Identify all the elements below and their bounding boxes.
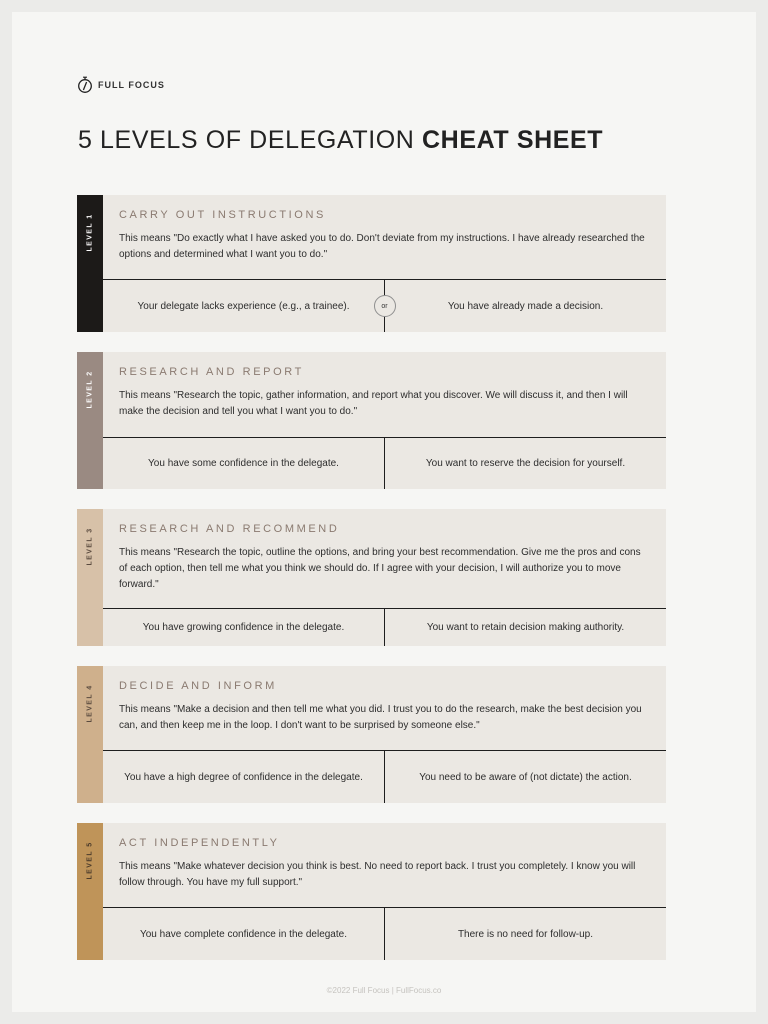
- or-badge: or: [374, 295, 396, 317]
- level-5-panel: [103, 823, 666, 960]
- level-1-panel: [103, 195, 666, 332]
- level-2-card: [77, 352, 666, 489]
- level-3-condition-left: You have growing confidence in the delegate.: [103, 609, 385, 646]
- level-4-panel: [103, 666, 666, 803]
- brand-logo: [77, 76, 165, 94]
- level-1-tab: [77, 195, 103, 332]
- level-4-card: [77, 666, 666, 803]
- level-4-condition-right: You need to be aware of (not dictate) the action.: [419, 771, 632, 783]
- brand-name: FULL FOCUS: [98, 80, 165, 90]
- level-2-tab-label: LEVEL 2: [86, 370, 94, 409]
- level-3-tab-label: LEVEL 3: [86, 527, 94, 566]
- level-2-condition-left: You have some confidence in the delegate.: [103, 438, 385, 489]
- level-4-condition-left: You have a high degree of confidence in the delegate.: [103, 751, 385, 803]
- footer-copyright: ©2022 Full Focus | FullFocus.co: [326, 986, 442, 995]
- level-2-description: This means "Research the topic, gather information, and report what you discover. We will discuss it, and then I will make the decision and tell you what I want you to do.": [119, 390, 628, 417]
- level-3-description: This means "Research the topic, outline the options, and bring your best recommendation. Give me the pros and cons of each option, then tell me what you think we should do. If I agree with your decision, I will authorize you to move forward.": [119, 547, 641, 590]
- level-3-heading: RESEARCH AND RECOMMEND: [119, 523, 340, 535]
- title-regular: 5 LEVELS OF DELEGATION: [78, 126, 415, 154]
- level-5-tab-label: LEVEL 5: [86, 841, 94, 880]
- level-5-heading: ACT INDEPENDENTLY: [119, 837, 280, 849]
- level-3-condition-right: You want to retain decision making authority.: [426, 622, 625, 633]
- level-2-heading: RESEARCH AND REPORT: [119, 366, 304, 378]
- level-3-conditions: [103, 608, 666, 646]
- level-1-heading: CARRY OUT INSTRUCTIONS: [119, 209, 326, 221]
- level-1-card: [77, 195, 666, 332]
- compass-icon: [77, 76, 93, 94]
- level-5-tab: [77, 823, 103, 960]
- level-4-tab-label: LEVEL 4: [86, 684, 94, 723]
- level-4-conditions: [103, 750, 666, 803]
- level-2-panel: [103, 352, 666, 489]
- level-5-card: [77, 823, 666, 960]
- level-1-conditions: [103, 279, 666, 332]
- level-1-description: This means "Do exactly what I have asked you to do. Don't deviate from my instructions. I have already researched the options and determined what I want you to do.": [119, 233, 645, 260]
- level-2-tab: [77, 352, 103, 489]
- page-title: [78, 126, 603, 155]
- level-4-description: This means "Make a decision and then tell me what you did. I trust you to do the research, make the best decision you can, and then keep me in the loop. I don't want to be surprised by someone else.": [119, 704, 642, 731]
- level-5-condition-left: You have complete confidence in the delegate.: [103, 908, 385, 960]
- level-5-condition-right: There is no need for follow-up.: [457, 928, 594, 940]
- title-bold: CHEAT SHEET: [422, 126, 604, 154]
- level-3-card: [77, 509, 666, 646]
- level-4-heading: DECIDE AND INFORM: [119, 680, 277, 692]
- level-1-tab-label: LEVEL 1: [86, 213, 94, 252]
- level-4-tab: [77, 666, 103, 803]
- level-1-condition-left: Your delegate lacks experience (e.g., a trainee).: [103, 280, 385, 332]
- level-3-tab: [77, 509, 103, 646]
- level-5-description: This means "Make whatever decision you think is best. No need to report back. I trust you completely. I know you will follow through. You have my full support.": [119, 861, 636, 888]
- level-1-condition-right: You have already made a decision.: [447, 300, 604, 312]
- level-2-conditions: [103, 437, 666, 489]
- level-2-condition-right: You want to reserve the decision for yourself.: [425, 458, 626, 469]
- level-5-conditions: [103, 907, 666, 960]
- level-3-panel: [103, 509, 666, 646]
